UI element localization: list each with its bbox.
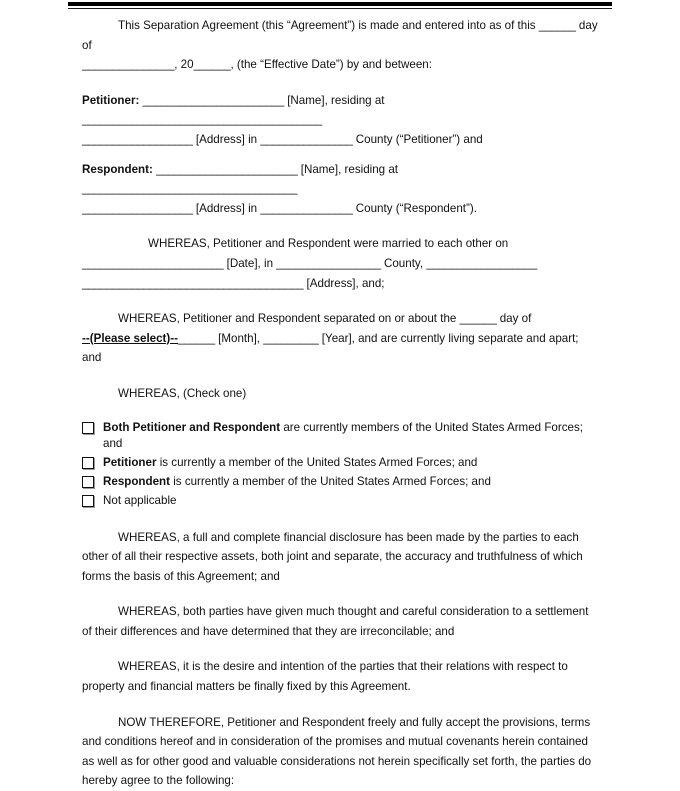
respondent-after-name: [Name], residing at — [297, 162, 399, 176]
checkbox-bold-respondent: Respondent — [103, 474, 170, 488]
checkbox-row-both[interactable] — [82, 420, 600, 452]
separated-after-select: [Month], — [214, 331, 264, 345]
whereas-disclosure-paragraph — [82, 528, 600, 587]
separated-day-blank[interactable]: ______ — [459, 312, 497, 326]
respondent-paragraph — [82, 160, 600, 219]
petitioner-after-county: County (“Petitioner”) and — [352, 132, 483, 146]
spacer-8 — [82, 586, 600, 602]
checkbox-icon-not-applicable[interactable] — [82, 495, 94, 507]
whereas-separated-paragraph — [82, 309, 600, 368]
petitioner-paragraph — [82, 91, 600, 150]
checkbox-label-both — [103, 420, 600, 452]
whereas-consideration-paragraph — [82, 602, 600, 641]
separated-year-blank[interactable]: _________ — [263, 331, 319, 345]
whereas-married-paragraph — [82, 234, 600, 293]
whereas-married-line1: WHEREAS, Petitioner and Respondent were married to each other on — [148, 237, 509, 251]
intro-text-a: This Separation Agreement (this “Agreement”) is made and entered into as of this — [118, 19, 539, 32]
checkbox-row-petitioner[interactable] — [82, 455, 600, 471]
spacer-4 — [82, 293, 600, 309]
petitioner-residing-blank[interactable]: _______________________________________ — [82, 113, 322, 127]
intro-paragraph — [82, 16, 600, 75]
petitioner-address-blank[interactable]: __________________ — [82, 132, 193, 146]
checkbox-rest-respondent: is currently a member of the United States Armed Forces; and — [170, 474, 491, 488]
checkbox-bold-both: Both Petitioner and Respondent — [103, 420, 281, 434]
respondent-address-blank[interactable]: __________________ — [82, 201, 193, 215]
married-after-county: County, — [380, 256, 427, 270]
checkbox-rest-both: are currently members of the United States Armed Forces; and — [103, 420, 583, 450]
now-therefore-text: NOW THEREFORE, Petitioner and Respondent freely and fully accept the provisions, terms and conditions hereof and in consideration of the promises and mutual covenants herein contained as well as for other good and valuable considerations not herein specifically set forth, the parties do hereby agree to the following: — [82, 715, 592, 788]
checkbox-label-petitioner — [103, 455, 477, 471]
check-one-label: WHEREAS, (Check one) — [118, 386, 247, 400]
whereas-check-heading — [82, 384, 600, 404]
checkbox-bold-petitioner: Petitioner — [103, 455, 157, 469]
petitioner-name-blank[interactable]: _______________________ — [142, 93, 284, 107]
whereas-desire-paragraph — [82, 657, 600, 696]
spacer-7 — [82, 512, 600, 528]
intro-blank-year[interactable]: ______ — [193, 58, 231, 72]
checkbox-icon-respondent[interactable] — [82, 476, 94, 488]
married-date-blank[interactable]: _______________________ — [82, 256, 224, 270]
disclosure-text: WHEREAS, a full and complete financial disclosure has been made by the parties to each other of all their respective assets, both joint and separate, the accuracy and truthfulness of which forms the basis of this Agreement; and — [82, 530, 583, 583]
spacer-1 — [82, 75, 600, 91]
checkbox-icon-petitioner[interactable] — [82, 457, 94, 469]
page-top-rule-thin — [68, 8, 612, 9]
checkbox-rest-petitioner: is currently a member of the United States Armed Forces; and — [156, 455, 478, 469]
intro-text-d: , (the “Effective Date”) by and between: — [230, 58, 432, 72]
intro-text-c: , 20 — [174, 58, 194, 72]
separated-text-a: WHEREAS, Petitioner and Respondent separated on or about the — [118, 312, 460, 326]
consideration-text: WHEREAS, both parties have given much thought and careful consideration to a settlement of their differences and have determined that they are irreconcilable; and — [82, 605, 589, 638]
married-state-blank[interactable]: __________________ — [426, 256, 537, 270]
separated-text-b: day of — [496, 312, 532, 326]
month-select[interactable]: --(Please select)-- — [82, 331, 179, 345]
intro-blank-day[interactable]: ______ — [538, 19, 576, 32]
checkbox-row-not-applicable[interactable] — [82, 493, 600, 509]
respondent-after-county: County (“Respondent”). — [352, 201, 477, 215]
checklist — [82, 420, 600, 509]
married-after-address: [Address], and; — [303, 276, 385, 290]
now-therefore-paragraph — [82, 713, 600, 791]
respondent-county-blank[interactable]: _______________ — [260, 201, 353, 215]
document-body — [82, 16, 600, 791]
petitioner-label: Petitioner: — [82, 93, 140, 107]
checkbox-rest-not-applicable: Not applicable — [103, 493, 177, 507]
separated-after-year: [Year], and are currently living separate and apart; and — [82, 331, 579, 365]
spacer-2 — [82, 150, 600, 160]
respondent-label: Respondent: — [82, 162, 153, 176]
respondent-name-blank[interactable]: _______________________ — [156, 162, 298, 176]
petitioner-county-blank[interactable]: _______________ — [260, 132, 353, 146]
respondent-residing-blank[interactable]: ___________________________________ — [82, 182, 298, 196]
checkbox-icon-both[interactable] — [82, 422, 94, 434]
petitioner-after-address: [Address] in — [192, 132, 261, 146]
married-address-blank[interactable]: ____________________________________ — [82, 276, 304, 290]
intro-text-b: day of — [82, 19, 598, 52]
checkbox-label-respondent — [103, 474, 491, 490]
spacer-3 — [82, 218, 600, 234]
page-top-rule — [68, 2, 612, 6]
checkbox-label-not-applicable — [103, 493, 176, 509]
checkbox-row-respondent[interactable] — [82, 474, 600, 490]
spacer-6 — [82, 404, 600, 420]
intro-blank-month[interactable]: _______________ — [82, 58, 175, 72]
married-after-date: [Date], in — [223, 256, 277, 270]
spacer-5 — [82, 368, 600, 384]
respondent-after-address: [Address] in — [192, 201, 261, 215]
married-county-blank[interactable]: _________________ — [276, 256, 381, 270]
spacer-9 — [82, 641, 600, 657]
desire-text: WHEREAS, it is the desire and intention of the parties that their relations with respect to property and financial matters be finally fixed by this Agreement. — [82, 660, 568, 694]
petitioner-after-name: [Name], residing at — [283, 93, 385, 107]
separated-month-blank[interactable]: ______ — [178, 331, 215, 345]
armed-forces-checklist — [82, 420, 600, 509]
spacer-10 — [82, 697, 600, 713]
